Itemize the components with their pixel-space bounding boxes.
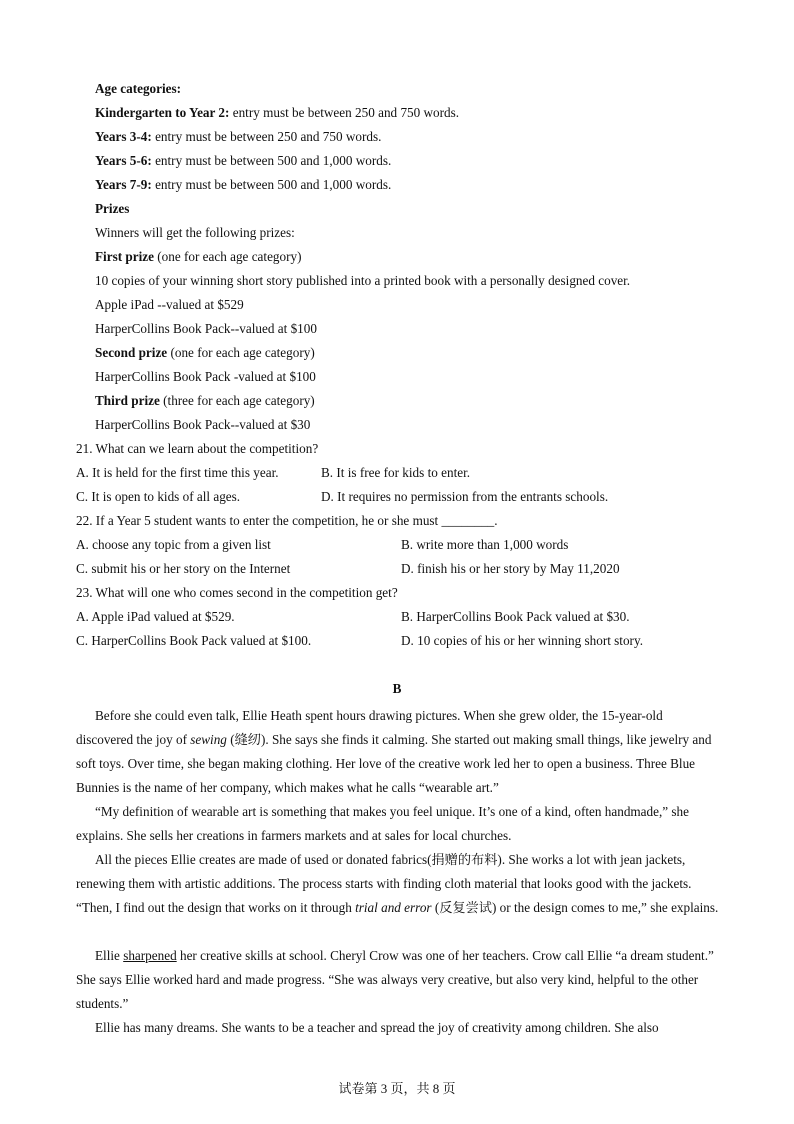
age-row-7-9: Years 7-9: entry must be between 500 and 1,000 words. bbox=[95, 177, 392, 192]
third-prize-item: HarperCollins Book Pack--valued at $30 bbox=[95, 417, 311, 432]
q21-option-a: A. It is held for the first time this year. bbox=[76, 465, 279, 480]
q22-option-b: B. write more than 1,000 words bbox=[401, 537, 569, 552]
question-23-stem: 23. What will one who comes second in the competition get? bbox=[76, 585, 398, 600]
page-footer: 试卷第 3 页，共 8 页 bbox=[338, 1081, 456, 1096]
second-prize-heading: Second prize (one for each age category) bbox=[95, 345, 315, 360]
second-prize-item: HarperCollins Book Pack -valued at $100 bbox=[95, 369, 316, 384]
q21-option-b: B. It is free for kids to enter. bbox=[321, 465, 471, 480]
passage-paragraph: Ellie sharpened her creative skills at school. Cheryl Crow was one of her teachers. Crow call Ellie “a dream student.” She says Ellie worked hard and made progress. “She was always very creative, but also very kind, helpful to the other students.” bbox=[76, 948, 714, 1011]
question-21-stem: 21. What can we learn about the competition? bbox=[76, 441, 319, 456]
first-prize-heading: First prize (one for each age category) bbox=[95, 249, 302, 264]
q23-option-b: B. HarperCollins Book Pack valued at $30. bbox=[401, 609, 630, 624]
q21-option-c: C. It is open to kids of all ages. bbox=[76, 489, 241, 504]
age-row-3-4: Years 3-4: entry must be between 250 and 750 words. bbox=[95, 129, 382, 144]
first-prize-item: Apple iPad --valued at $529 bbox=[95, 297, 244, 312]
passage-paragraph: “My definition of wearable art is something that makes you feel unique. It’s one of a kind, often handmade,” she explains. She sells her creations in farmers markets and at sales for local churches. bbox=[76, 804, 689, 843]
age-row-k2: Kindergarten to Year 2: entry must be between 250 and 750 words. bbox=[95, 105, 460, 120]
passage-b-title: B bbox=[392, 681, 402, 696]
question-22-stem: 22. If a Year 5 student wants to enter the competition, he or she must ________. bbox=[76, 513, 498, 528]
q23-option-a: A. Apple iPad valued at $529. bbox=[76, 609, 235, 624]
age-row-5-6: Years 5-6: entry must be between 500 and 1,000 words. bbox=[95, 153, 392, 168]
q22-option-c: C. submit his or her story on the Internet bbox=[76, 561, 291, 576]
q22-option-d: D. finish his or her story by May 11,2020 bbox=[401, 561, 620, 576]
third-prize-heading: Third prize (three for each age category) bbox=[95, 393, 315, 408]
prizes-intro: Winners will get the following prizes: bbox=[95, 225, 295, 240]
q21-option-d: D. It requires no permission from the entrants schools. bbox=[321, 489, 609, 504]
first-prize-item: HarperCollins Book Pack--valued at $100 bbox=[95, 321, 317, 336]
passage-paragraph: All the pieces Ellie creates are made of used or donated fabrics(捐赠的布料). She works a lot with jean jackets, renewing them with artistic additions. The process starts with finding cloth material that looks good with the jackets. “Then, I find out the design that works on it through trial and error (反复尝试) or the design comes to me,” she explains. bbox=[76, 852, 719, 915]
underlined-word-sharpened: sharpened bbox=[123, 948, 177, 963]
q23-option-d: D. 10 copies of his or her winning short story. bbox=[401, 633, 643, 648]
q22-option-a: A. choose any topic from a given list bbox=[76, 537, 271, 552]
passage-paragraph: Ellie has many dreams. She wants to be a teacher and spread the joy of creativity among children. She also bbox=[95, 1020, 659, 1035]
passage-paragraph: Before she could even talk, Ellie Heath spent hours drawing pictures. When she grew older, the 15-year-old discovered the joy of sewing (缝纫). She says she finds it calming. She started out making small things, like jewelry and soft toys. Over time, she began making clothing. Her love of the creative work led her to open a business. Three Blue Bunnies is the name of her company, which makes what he calls “wearable art.” bbox=[76, 708, 712, 795]
q23-option-c: C. HarperCollins Book Pack valued at $100. bbox=[76, 633, 312, 648]
age-categories-heading: Age categories: bbox=[95, 81, 182, 96]
first-prize-item: 10 copies of your winning short story published into a printed book with a personally designed cover. bbox=[95, 273, 631, 288]
prizes-heading: Prizes bbox=[95, 201, 130, 216]
